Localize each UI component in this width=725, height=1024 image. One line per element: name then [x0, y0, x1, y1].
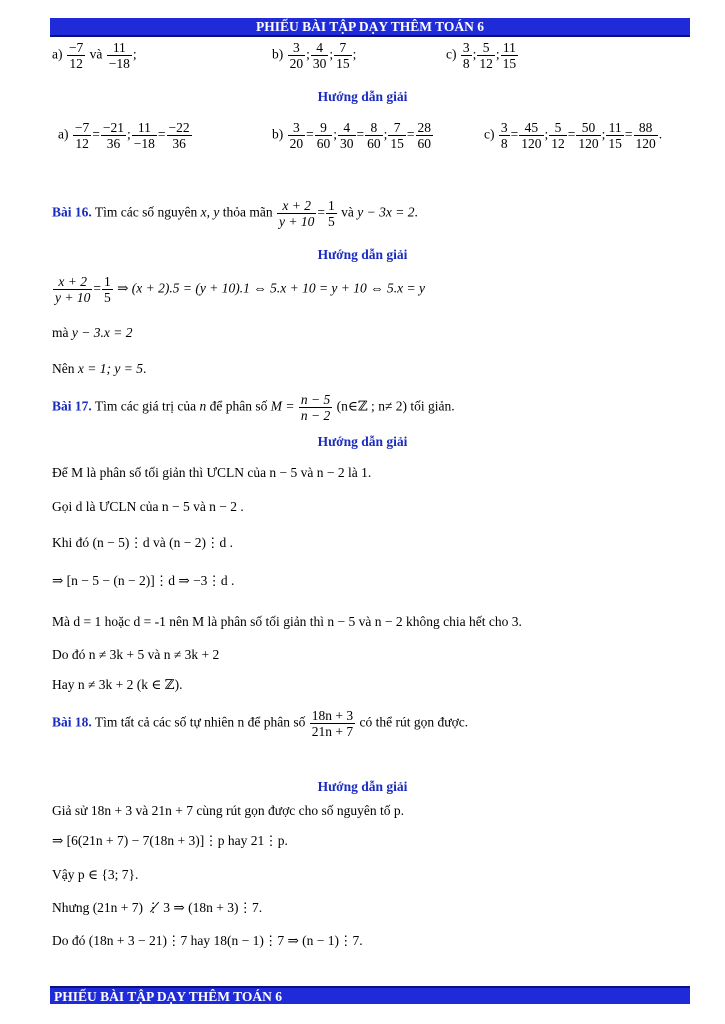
conjunction: và [89, 46, 103, 62]
problem-label: Bài 16. [52, 204, 92, 220]
equation: y − 3x = 2 [357, 204, 415, 220]
fraction: $\frac{11}{-18}$ [108, 40, 130, 71]
fraction: $\frac{5}{12}$ [479, 40, 493, 71]
exercise-part-c: c) $\frac{3}{8}$ ; $\frac{5}{12}$ ; $\frac{11}{15}$ [446, 40, 517, 71]
fraction: $\frac{3}{20}$ [289, 40, 304, 71]
problem-17: Bài 17. Tìm các giá trị của n để phân số M = $\frac{n - 5}{n - 2}$ (n∈ℤ ; n≠ 2) tối giản. [52, 392, 455, 423]
equation: x = 1; y = 5 [77, 361, 143, 376]
fraction: $\frac{5}{12}$ [551, 120, 565, 151]
fraction: $\frac{1}{5}$ [327, 198, 335, 229]
solution-line: Mà d = 1 hoặc d = -1 nên M là phân số tối giản thì n − 5 và n − 2 không chia hết cho 3. [52, 614, 522, 629]
fraction: $\frac{3}{8}$ [462, 40, 470, 71]
solution-line: Do đó n ≠ 3k + 5 và n ≠ 3k + 2 [52, 647, 220, 662]
fraction: $\frac{7}{15}$ [390, 120, 404, 151]
variables: x, y [200, 204, 220, 220]
hint-heading: Hướng dẫn giải [317, 779, 408, 794]
problem-18: Bài 18. Tìm tất cả các số tự nhiên n để phân số $\frac{18n + 3}{21n + 7}$ có thể rút gọn được. [52, 708, 469, 739]
fraction: $\frac{n - 5}{n - 2}$ [300, 392, 331, 423]
page-header: PHIẾU BÀI TẬP DẠY THÊM TOÁN 6 [50, 18, 690, 37]
solution-line: Gọi d là ƯCLN của n − 5 và n − 2 . [52, 499, 244, 514]
answer-part-c: c) $\frac{3}{8}$ = $\frac{45}{120}$ ; $\frac{5}{12}$ = $\frac{50}{120}$ ; $\frac{11}{15}$ = $\frac{88}{120}$ . [484, 120, 663, 151]
solution-line: ⇒ [6(21n + 7) − 7(18n + 3)]⋮p hay 21⋮p. [52, 833, 288, 848]
fraction: $\frac{-7}{12}$ [74, 120, 90, 151]
part-label: a) [58, 126, 69, 142]
fraction: $\frac{11}{-18}$ [133, 120, 155, 151]
solution-line: Khi đó (n − 5)⋮d và (n − 2)⋮d . [52, 535, 233, 550]
fraction: $\frac{11}{15}$ [502, 40, 517, 71]
part-label: c) [484, 126, 495, 142]
fraction: $\frac{3}{20}$ [289, 120, 304, 151]
problem-label: Bài 17. [52, 398, 92, 414]
problem-16: Bài 16. Tìm các số nguyên x, y thỏa mãn $\frac{x + 2}{y + 10}$ = $\frac{1}{5}$ và y − 3x = 2. [52, 198, 418, 229]
hint-heading: Hướng dẫn giải [317, 247, 408, 262]
fraction: $\frac{3}{8}$ [500, 120, 508, 151]
fraction: $\frac{x + 2}{y + 10}$ [55, 274, 91, 305]
fraction: $\frac{28}{60}$ [417, 120, 432, 151]
part-label: b) [272, 46, 284, 62]
equation: ⇒ (x + 2).5 = (y + 10).1 ⇔ 5.x + 10 = y + 10 ⇔ 5.x = y [117, 280, 425, 296]
solution-line: Hay n ≠ 3k + 2 (k ∈ ℤ). [52, 677, 183, 692]
conjunction: và [341, 204, 354, 220]
answer-part-a: a) $\frac{-7}{12}$ = $\frac{-21}{36}$ ; $\frac{11}{-18}$ = $\frac{-22}{36}$ [58, 120, 190, 151]
solution-line: Để M là phân số tối giản thì ƯCLN của n − 5 và n − 2 là 1. [52, 465, 372, 480]
separator: ; [352, 46, 357, 62]
solution-line: Giả sử 18n + 3 và 21n + 7 cùng rút gọn được cho số nguyên tố p. [52, 803, 404, 818]
condition: (n∈ℤ ; n≠ 2) tối giản. [336, 398, 455, 414]
solution-line: $\frac{x + 2}{y + 10}$ = $\frac{1}{5}$ ⇒ (x + 2).5 = (y + 10).1 ⇔ 5.x + 10 = y + 10 ⇔ 5.x = y [55, 274, 425, 305]
fraction: $\frac{-22}{36}$ [168, 120, 190, 151]
part-label: b) [272, 126, 284, 142]
fraction: $\frac{-21}{36}$ [102, 120, 124, 151]
problem-text: thỏa mãn [222, 204, 273, 220]
answer-part-b: b) $\frac{3}{20}$ = $\frac{9}{60}$ ; $\frac{4}{30}$ = $\frac{8}{60}$ ; $\frac{7}{15}$ = $\frac{28}{60}$ [272, 120, 432, 151]
fraction: $\frac{88}{120}$ [635, 120, 656, 151]
solution-line: mà y − 3.x = 2 [52, 325, 133, 340]
solution-line: Nên x = 1; y = 5. [52, 361, 147, 376]
fraction: $\frac{-7}{12}$ [68, 40, 84, 71]
hint-heading: Hướng dẫn giải [317, 89, 408, 104]
fraction: $\frac{45}{120}$ [521, 120, 542, 151]
exercise-part-a [52, 40, 137, 71]
fraction: $\frac{7}{15}$ [336, 40, 350, 71]
fraction: $\frac{9}{60}$ [316, 120, 331, 151]
fraction: $\frac{x + 2}{y + 10}$ [279, 198, 315, 229]
problem-text: Tìm các số nguyên [94, 204, 198, 220]
hint-heading: Hướng dẫn giải [317, 434, 408, 449]
fraction: $\frac{50}{120}$ [578, 120, 599, 151]
fraction: $\frac{11}{15}$ [608, 120, 622, 151]
part-label: c) [446, 46, 457, 62]
problem-label: Bài 18. [52, 714, 92, 730]
page-footer: PHIẾU BÀI TẬP DẠY THÊM TOÁN 6 [50, 986, 690, 1004]
exercise-part-b: b) $\frac{3}{20}$ ; $\frac{4}{30}$ ; $\frac{7}{15}$ ; [272, 40, 357, 71]
equation: y − 3.x = 2 [71, 325, 133, 340]
solution-line: ⇒ [n − 5 − (n − 2)]⋮d ⇒ −3⋮d . [52, 573, 235, 588]
fraction: $\frac{1}{5}$ [103, 274, 111, 305]
fraction: $\frac{4}{30}$ [312, 40, 327, 71]
separator: ; [132, 46, 137, 62]
solution-line: Nhưng (21n + 7) ⋮̸ 3 ⇒ (18n + 3)⋮7. [52, 900, 263, 915]
part-label: a) [52, 46, 63, 62]
fraction: $\frac{8}{60}$ [367, 120, 381, 151]
fraction: $\frac{4}{30}$ [340, 120, 354, 151]
solution-line: Do đó (18n + 3 − 21)⋮7 hay 18(n − 1)⋮7 ⇒ (n − 1)⋮7. [52, 933, 363, 948]
fraction: $\frac{18n + 3}{21n + 7}$ [311, 708, 354, 739]
solution-line: Vậy p ∈ {3; 7}. [52, 867, 139, 882]
